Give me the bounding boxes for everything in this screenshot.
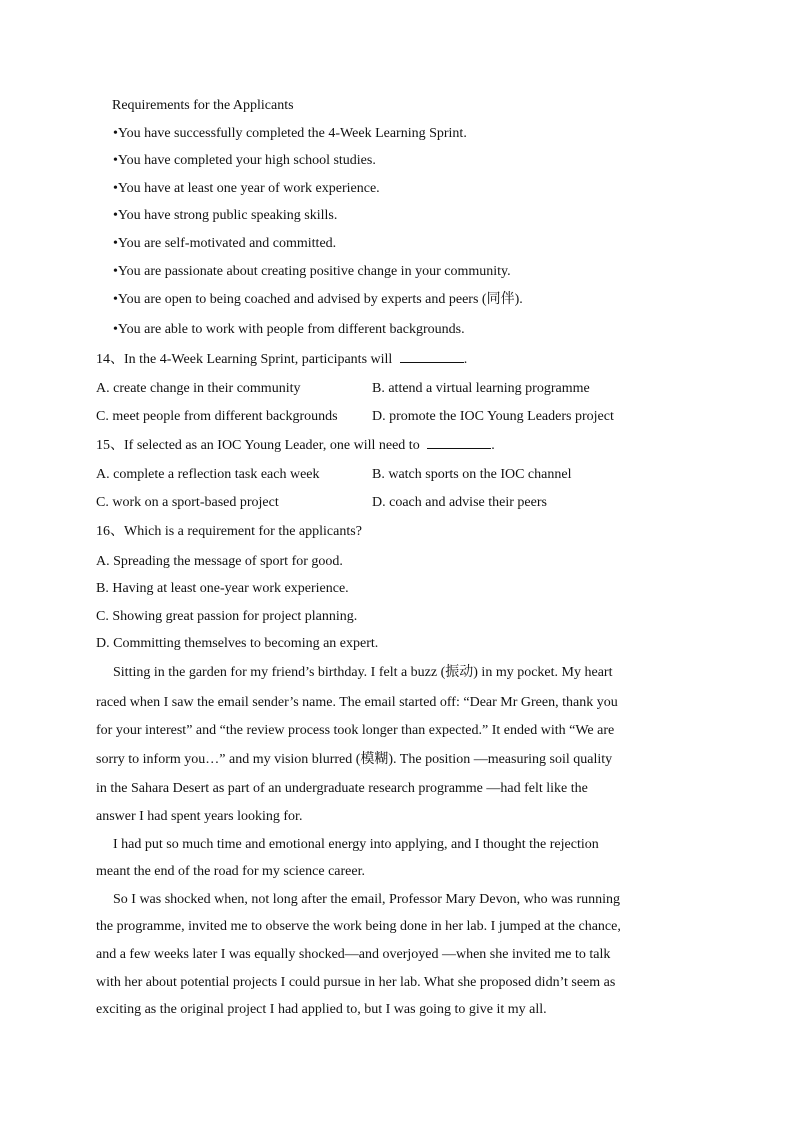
passage-line: raced when I saw the email sender’s name. The email started off: “Dear Mr Green, thank you <box>96 695 618 710</box>
question-14-option-c: C. meet people from different backgrounds <box>96 409 338 424</box>
passage-line: Sitting in the garden for my friend’s birthday. I felt a buzz (振动) in my pocket. My heart <box>113 665 613 680</box>
passage-line: I had put so much time and emotional energy into applying, and I thought the rejection <box>113 837 599 852</box>
passage-line: in the Sahara Desert as part of an undergraduate research programme —had felt like the <box>96 781 588 796</box>
requirement-item: •You are passionate about creating positive change in your community. <box>113 264 511 279</box>
passage-line: and a few weeks later I was equally shocked—and overjoyed —when she invited me to talk <box>96 947 611 962</box>
question-16-option-c: C. Showing great passion for project planning. <box>96 609 358 624</box>
passage-line: answer I had spent years looking for. <box>96 809 303 824</box>
passage-line: sorry to inform you…” and my vision blurred (模糊). The position —measuring soil quality <box>96 752 613 767</box>
passage-line: meant the end of the road for my science career. <box>96 864 365 879</box>
question-15-stem <box>96 436 495 455</box>
requirements-heading: Requirements for the Applicants <box>112 98 294 113</box>
requirement-item: •You have strong public speaking skills. <box>113 208 338 223</box>
question-15-option-b: B. watch sports on the IOC channel <box>372 467 572 482</box>
answer-blank <box>400 350 464 363</box>
question-16-option-b: B. Having at least one-year work experience. <box>96 581 349 596</box>
question-14-option-d: D. promote the IOC Young Leaders project <box>372 409 614 424</box>
requirement-item: •You are able to work with people from different backgrounds. <box>113 322 465 337</box>
requirement-item: •You have completed your high school studies. <box>113 153 376 168</box>
question-16-stem: 16、Which is a requirement for the applicants? <box>96 524 362 539</box>
question-15-option-d: D. coach and advise their peers <box>372 495 547 510</box>
question-15-option-c: C. work on a sport-based project <box>96 495 279 510</box>
passage-line: with her about potential projects I could pursue in her lab. What she proposed didn’t seem as <box>96 975 616 990</box>
question-14-option-a: A. create change in their community <box>96 381 301 396</box>
question-16-option-a: A. Spreading the message of sport for good. <box>96 554 343 569</box>
question-stem-text: 14、In the 4-Week Learning Sprint, participants will <box>96 352 396 367</box>
passage-line: So I was shocked when, not long after the email, Professor Mary Devon, who was running <box>113 892 621 907</box>
requirement-item: •You have at least one year of work experience. <box>113 181 380 196</box>
question-stem-tail: . <box>491 438 495 453</box>
answer-blank <box>427 436 491 449</box>
question-stem-text: 15、If selected as an IOC Young Leader, one will need to <box>96 438 424 453</box>
question-16-option-d: D. Committing themselves to becoming an expert. <box>96 636 379 651</box>
question-15-option-a: A. complete a reflection task each week <box>96 467 320 482</box>
question-stem-tail: . <box>463 352 468 367</box>
question-14-option-b: B. attend a virtual learning programme <box>372 381 590 396</box>
requirement-item: •You are open to being coached and advised by experts and peers (同伴). <box>113 292 523 307</box>
requirement-item: •You have successfully completed the 4-Week Learning Sprint. <box>113 126 467 141</box>
passage-line: the programme, invited me to observe the work being done in her lab. I jumped at the chance, <box>96 919 621 934</box>
requirement-item: •You are self-motivated and committed. <box>113 236 337 251</box>
passage-line: exciting as the original project I had applied to, but I was going to give it my all. <box>96 1002 547 1017</box>
passage-line: for your interest” and “the review process took longer than expected.” It ended with “We are <box>96 723 615 738</box>
question-14-stem <box>96 350 467 369</box>
